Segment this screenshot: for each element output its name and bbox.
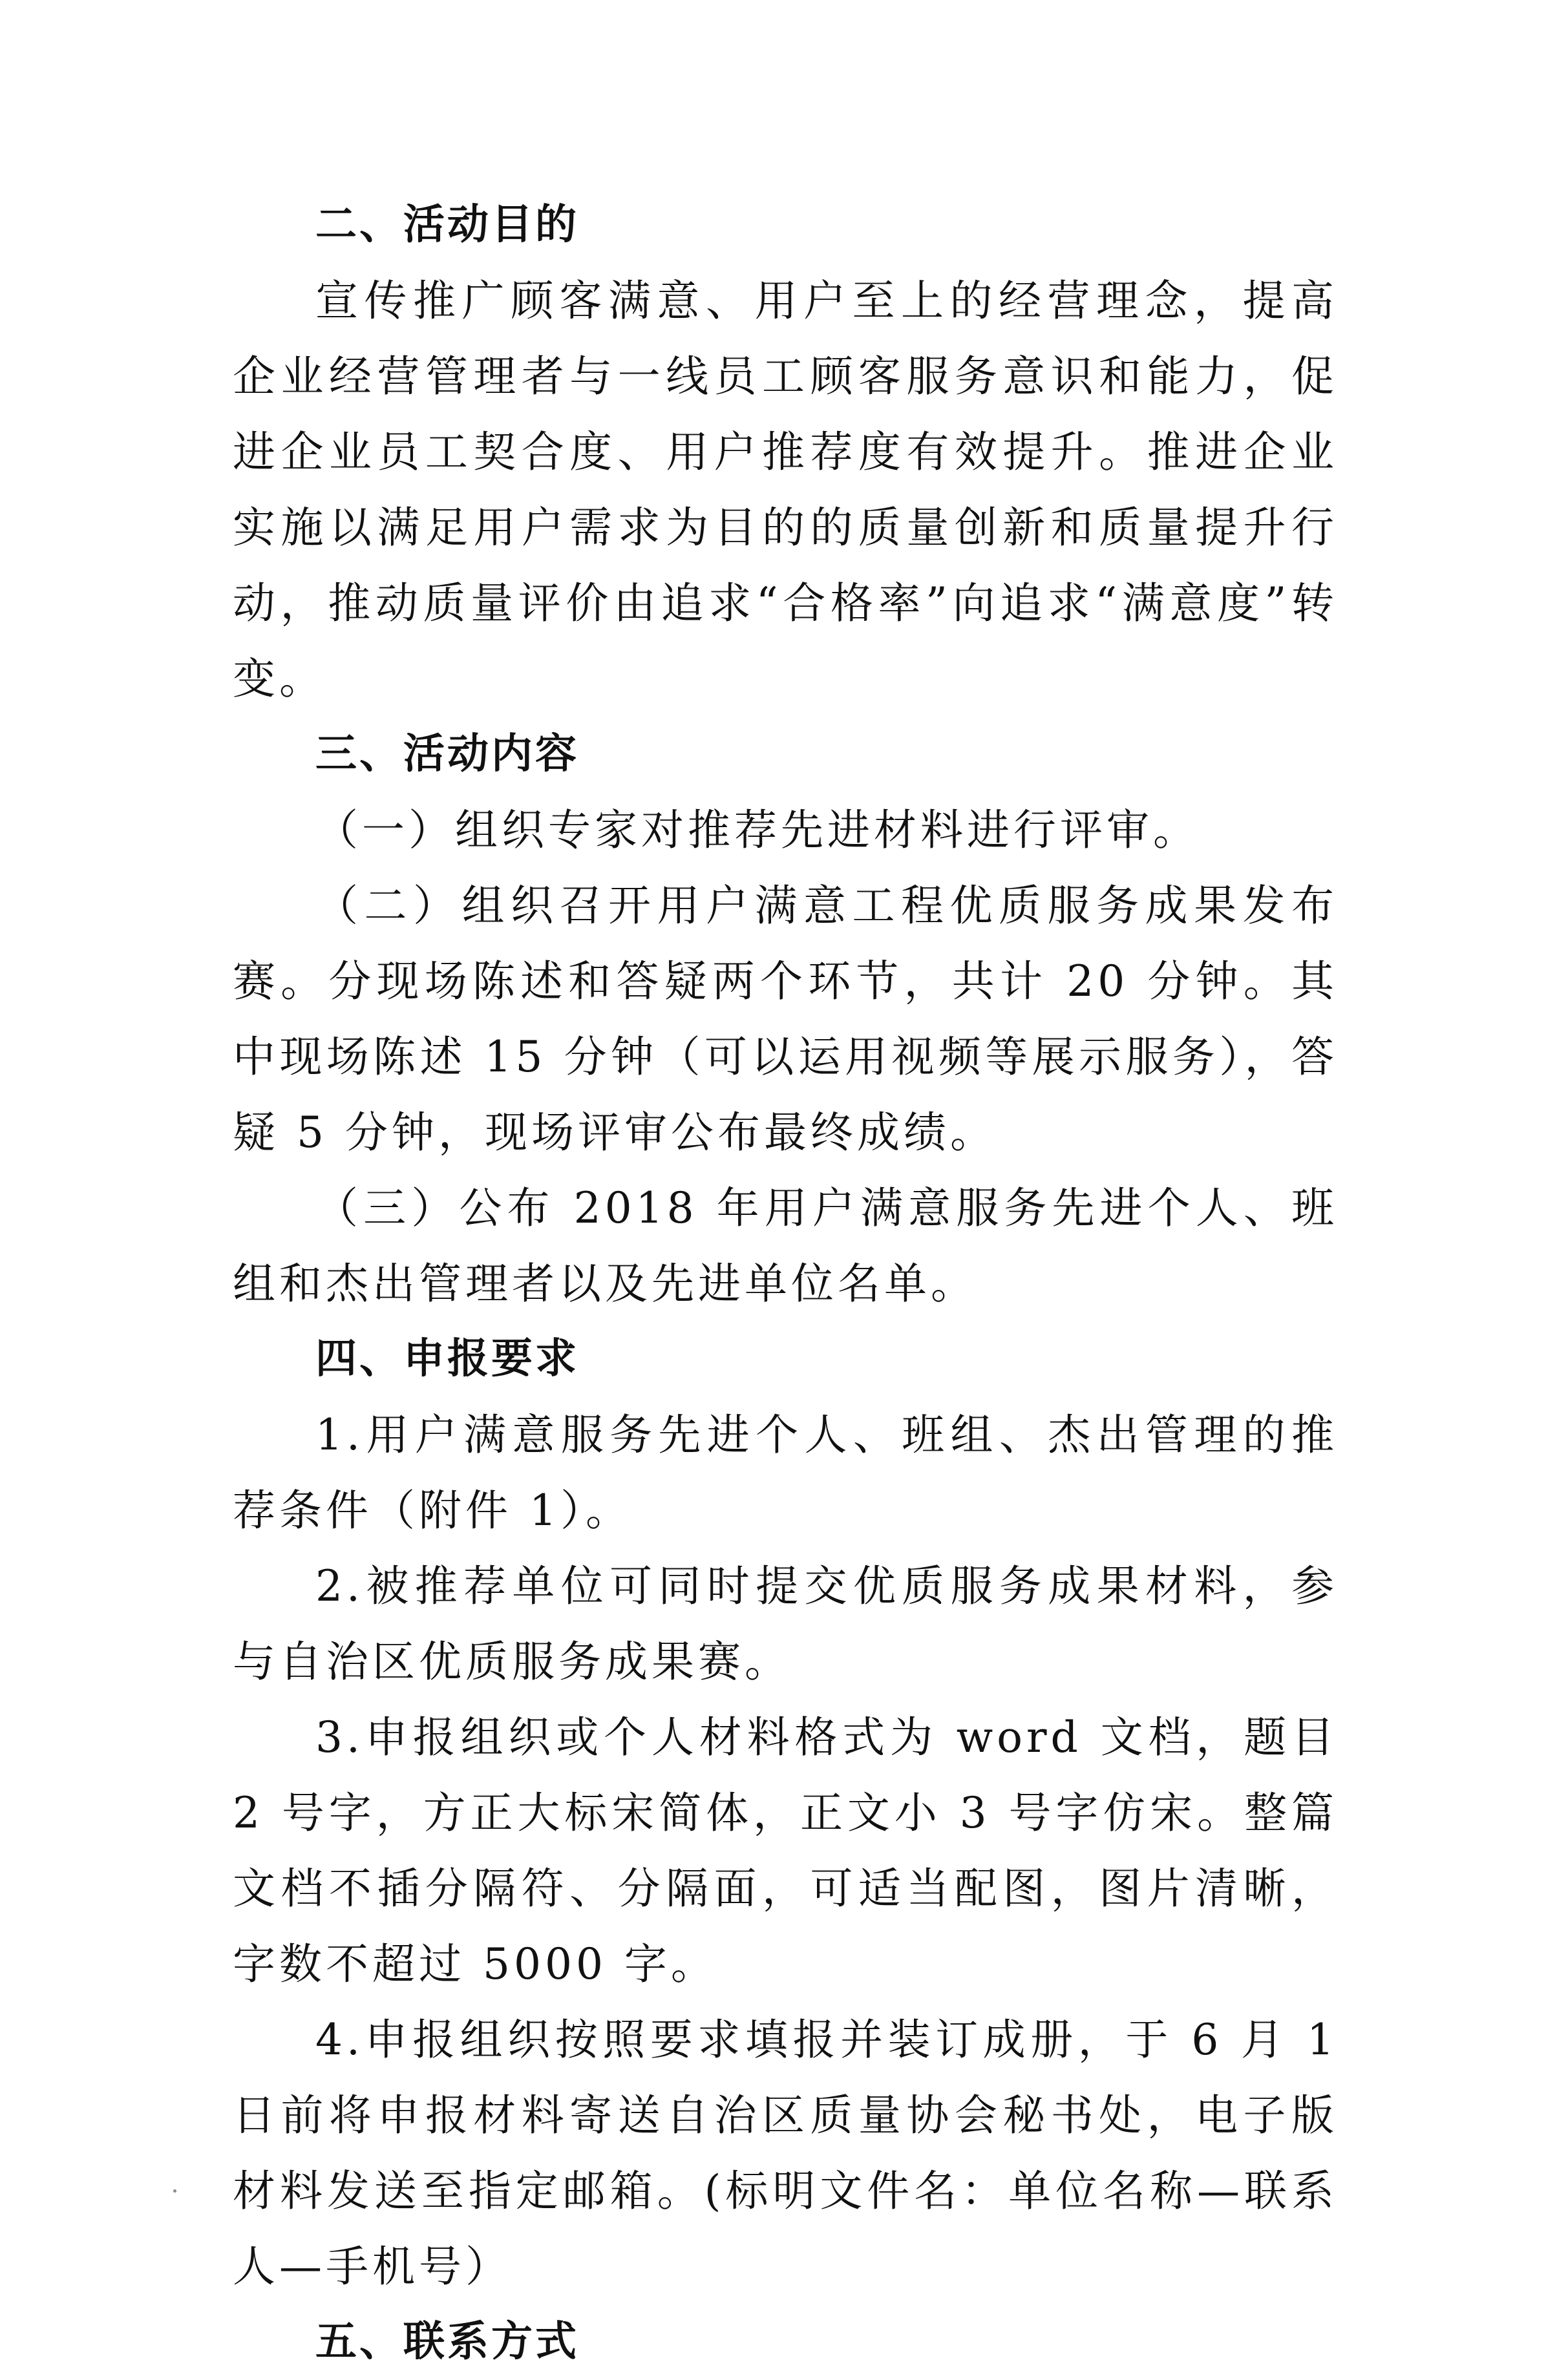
section-heading-requirements: 四、申报要求 xyxy=(315,1335,579,1383)
section-heading-content: 三、活动内容 xyxy=(315,730,579,778)
section-heading-contact: 五、联系方式 xyxy=(315,2318,579,2366)
paragraph: （三）公布 2018 年用户满意服务先进个人、班组和杰出管理者以及先进单位名单。 xyxy=(233,1183,1338,1309)
paragraph: 2.被推荐单位可同时提交优质服务成果材料，参与自治区优质服务成果赛。 xyxy=(233,1561,1338,1687)
paragraph: 4.申报组织按照要求填报并装订成册，于 6 月 1 日前将申报材料寄送自治区质量协会秘书处，电子版材料发送至指定邮箱。(标明文件名：单位名称—联系人—手机号） xyxy=(233,2015,1338,2291)
section-heading-purpose: 二、活动目的 xyxy=(315,201,579,249)
paragraph: 1.用户满意服务先进个人、班组、杰出管理的推荐条件（附件 1）。 xyxy=(233,1410,1338,1535)
paragraph: 3.申报组织或个人材料格式为 word 文档，题目 2 号字，方正大标宋简体，正文小 3 号字仿宋。整篇文档不插分隔符、分隔面，可适当配图，图片清晰，字数不超过 5000 字。 xyxy=(233,1712,1338,1989)
paragraph: 宣传推广顾客满意、用户至上的经营理念，提高企业经营管理者与一线员工顾客服务意识和能力，促进企业员工契合度、用户推荐度有效提升。推进企业实施以满足用户需求为目的的质量创新和质量提升行动，推动质量评价由追求“合格率”向追求“满意度”转变。 xyxy=(233,276,1338,704)
scan-speck xyxy=(173,2189,176,2193)
paragraph: （二）组织召开用户满意工程优质服务成果发布赛。分现场陈述和答疑两个环节，共计 20 分钟。其中现场陈述 15 分钟（可以运用视频等展示服务），答疑 5 分钟，现场评审公布最终成绩。 xyxy=(233,881,1338,1157)
document-body xyxy=(233,187,1338,2380)
paragraph: （一）组织专家对推荐先进材料进行评审。 xyxy=(315,805,1200,855)
